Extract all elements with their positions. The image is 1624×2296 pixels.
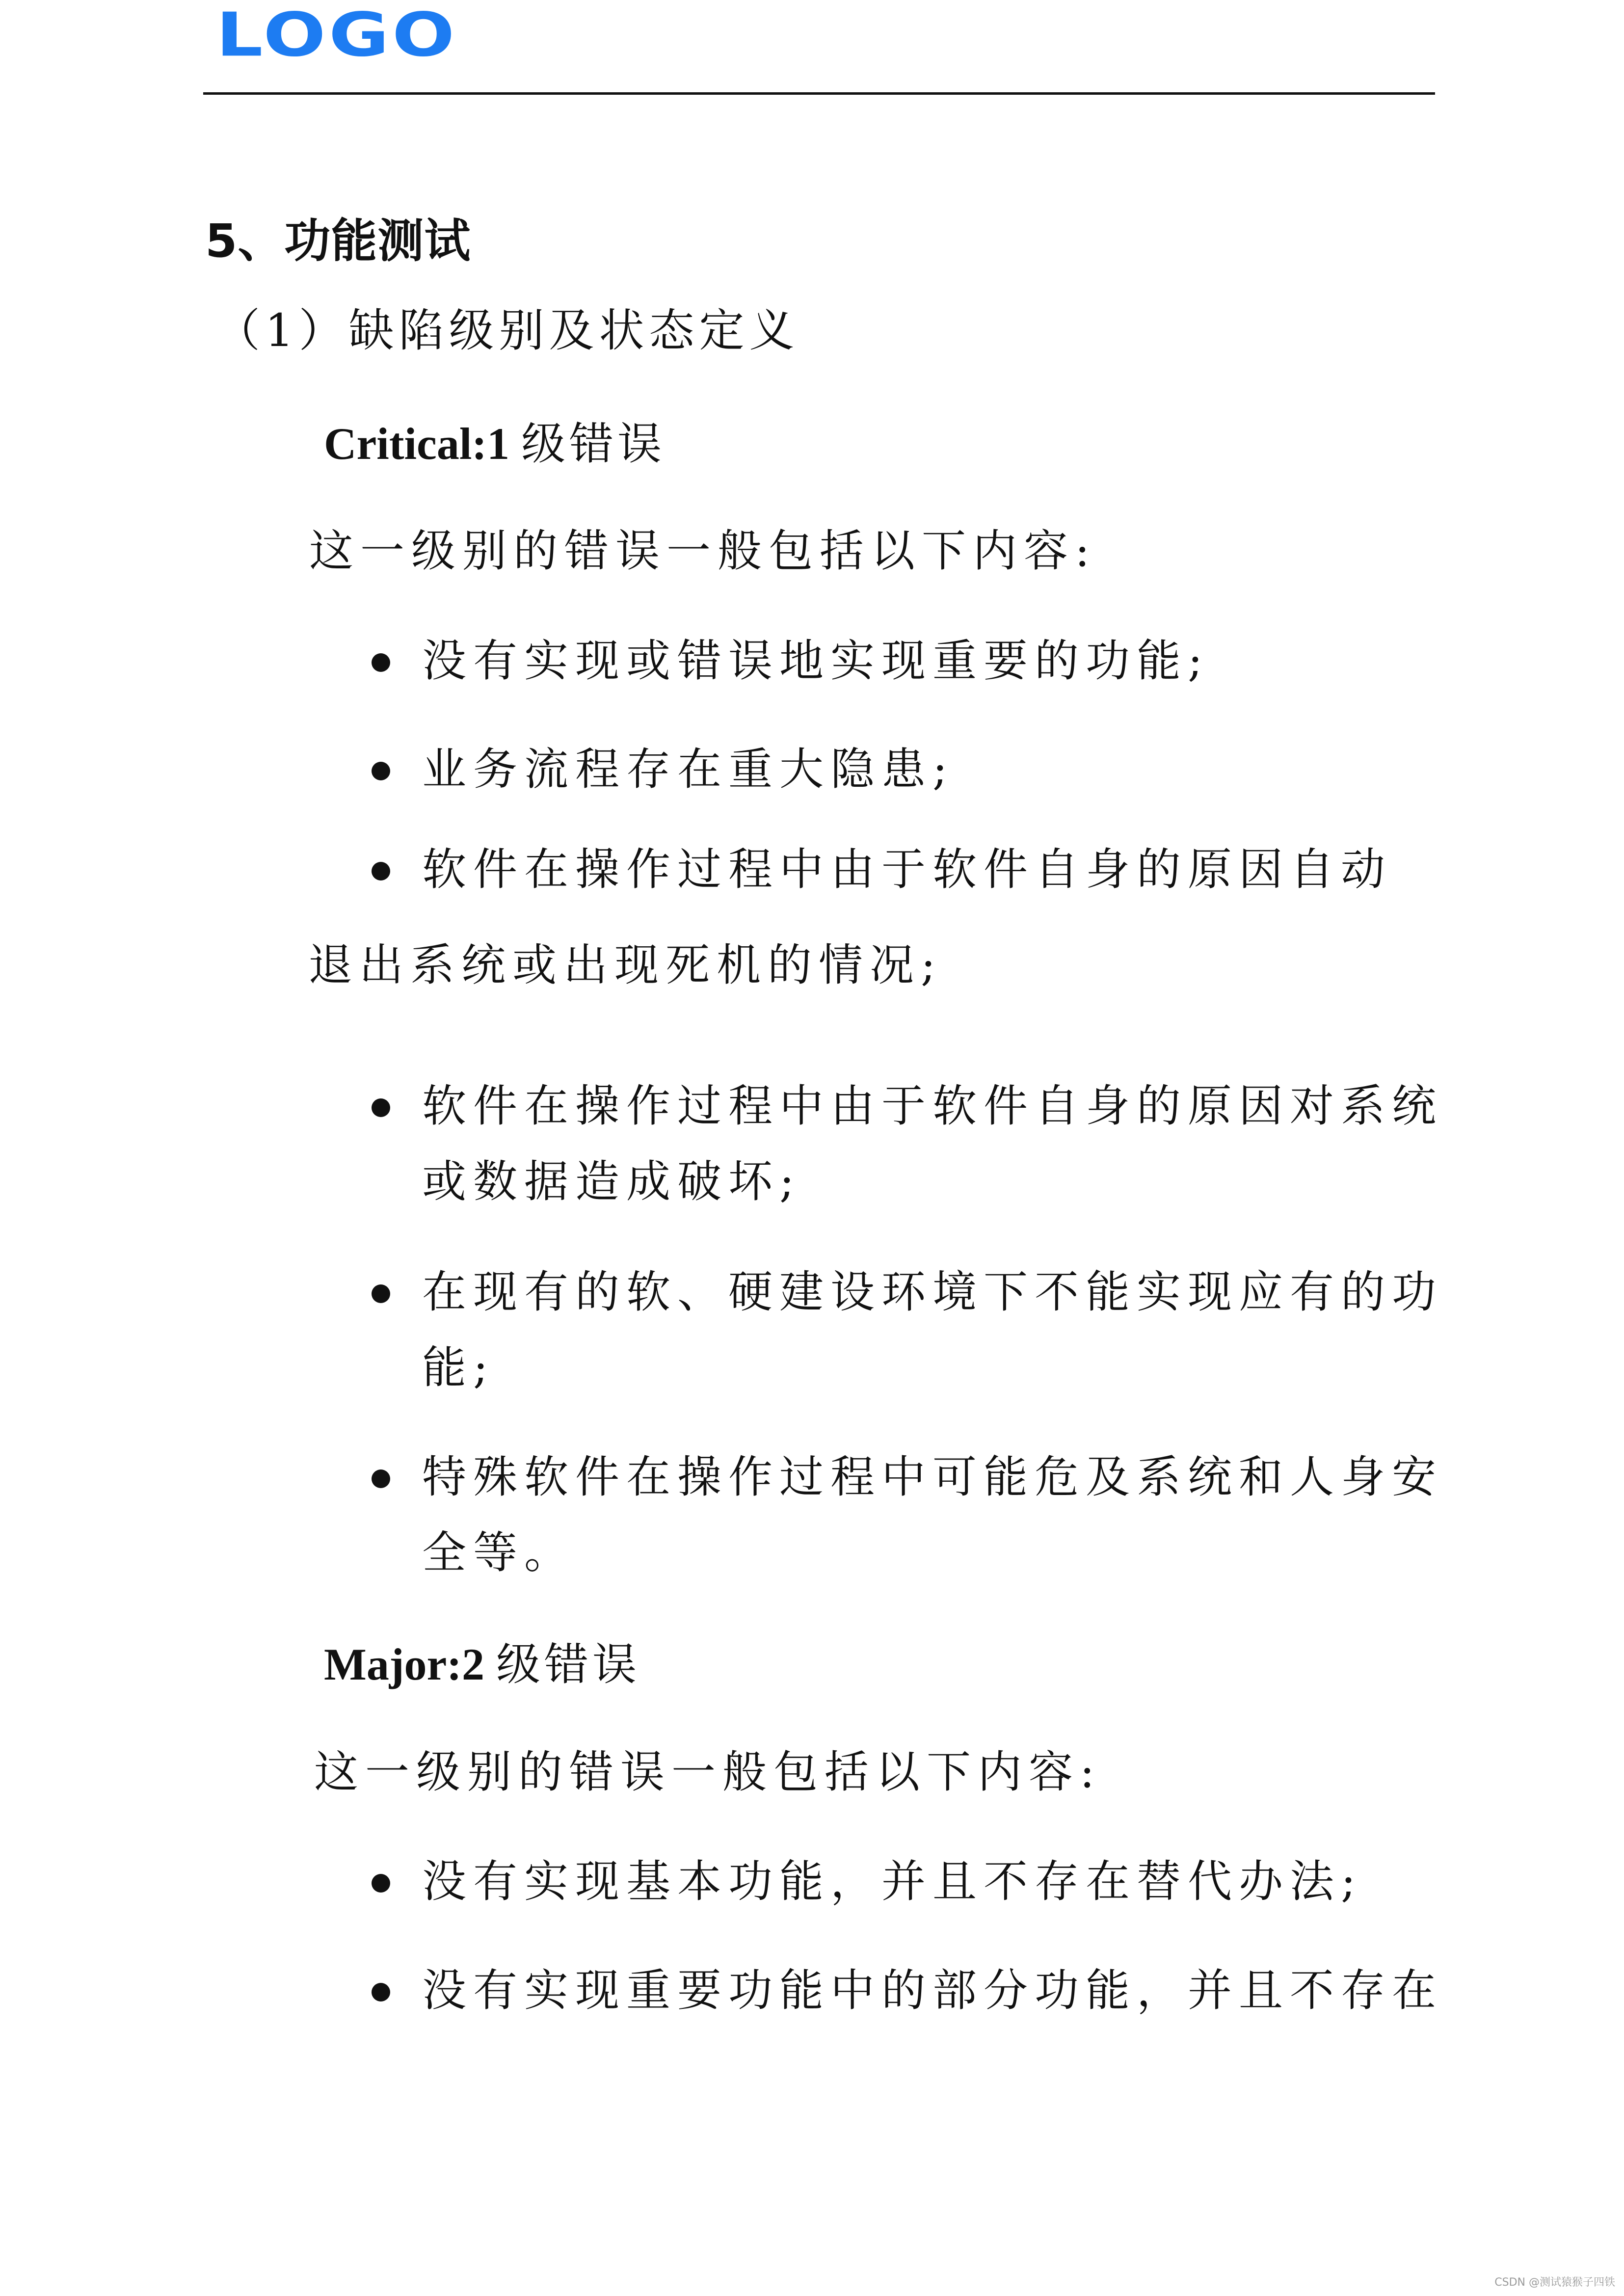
critical-intro: 这一级别的错误一般包括以下内容: — [309, 525, 1097, 577]
critical-item-6-line-1: 特殊软件在操作过程中可能危及系统和人身安 — [422, 1451, 1443, 1503]
critical-item-3-line-1: 软件在操作过程中由于软件自身的原因自动 — [422, 844, 1392, 895]
watermark: CSDN @测试猿猴子四铁 — [1494, 2276, 1615, 2289]
major-level-name: Major:2 — [324, 1639, 484, 1689]
critical-level-name: Critical:1 — [324, 419, 510, 469]
critical-item-4-line-2: 或数据造成破坏; — [422, 1156, 801, 1207]
logo: LOGO — [216, 0, 458, 70]
critical-item-5-line-1: 在现有的软、硬建设环境下不能实现应有的功 — [422, 1266, 1443, 1318]
critical-level-suffix: 级错误 — [521, 418, 666, 470]
major-item-1: 没有实现基本功能，并且不存在替代办法; — [422, 1856, 1363, 1907]
critical-item-6-line-2: 全等。 — [422, 1527, 575, 1578]
critical-item-4-line-1: 软件在操作过程中由于软件自身的原因对系统 — [422, 1080, 1443, 1132]
section-title: 5、功能测试 — [205, 214, 471, 268]
major-intro: 这一级别的错误一般包括以下内容: — [314, 1746, 1102, 1798]
major-level-heading — [324, 1639, 640, 1690]
bullet-point — [372, 862, 390, 881]
subsection-title: （1）缺陷级别及状态定义 — [215, 304, 799, 357]
header-divider — [203, 92, 1435, 95]
critical-item-1: 没有实现或错误地实现重要的功能; — [422, 635, 1210, 687]
bullet-point — [372, 1469, 390, 1488]
major-level-suffix: 级错误 — [496, 1639, 640, 1690]
critical-item-5-line-2: 能; — [422, 1342, 495, 1393]
critical-item-3-line-2: 退出系统或出现死机的情况; — [308, 939, 943, 991]
critical-item-2: 业务流程存在重大隐患; — [422, 744, 955, 795]
critical-level-heading — [324, 418, 666, 470]
bullet-point — [372, 1098, 390, 1117]
bullet-point — [372, 653, 390, 672]
major-item-2: 没有实现重要功能中的部分功能，并且不存在 — [422, 1965, 1443, 2016]
bullet-point — [372, 1874, 390, 1893]
bullet-point — [372, 1284, 390, 1303]
bullet-point — [372, 762, 390, 780]
bullet-point — [372, 1983, 390, 2002]
